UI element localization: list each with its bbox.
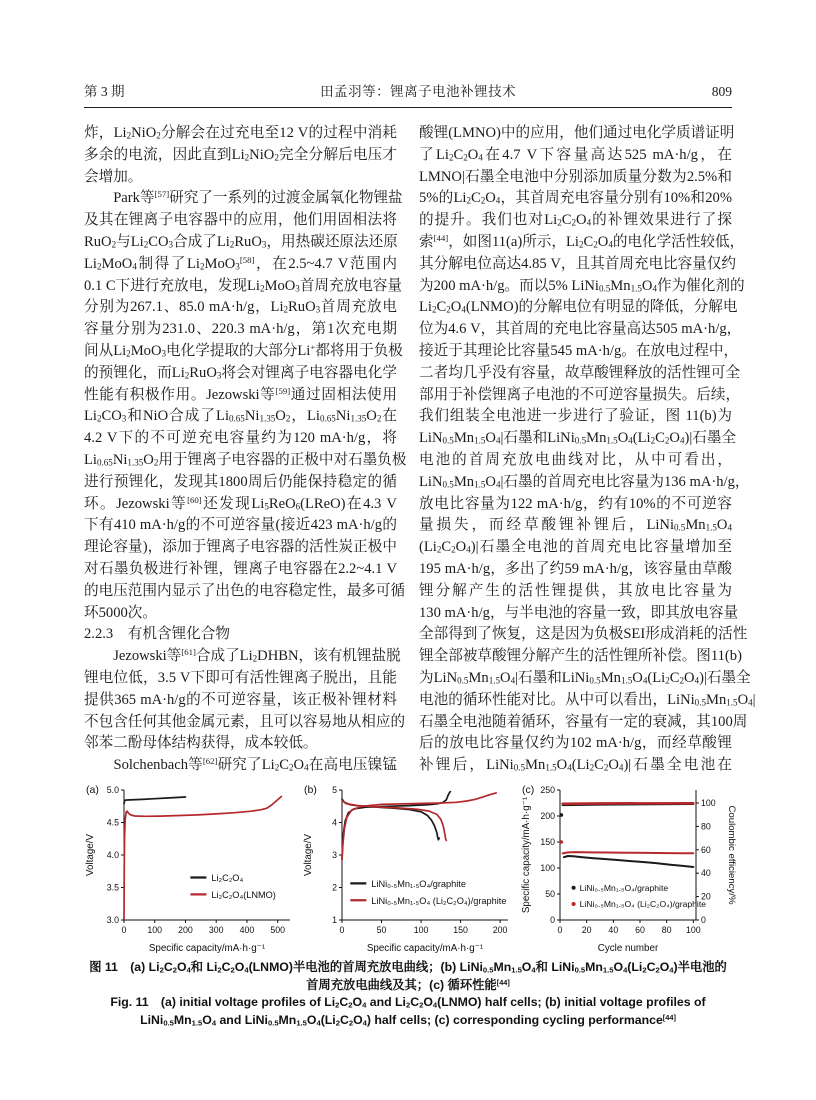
legend-label: LiNi₀.₅Mn₁.₅O₄ (Li₂C₂O₄)/graphite [579,899,707,909]
text-line: 间从$Li_2MoO_3$电化学提取的大部分Li+都将用于负极 [84,342,403,359]
chart-c-cycling-performance [520,782,737,954]
legend-label: LiNi₀.₅Mn₁.₅O₄ (Li₂C₂O₄)/graphite [371,895,507,906]
caption-zh-line2: 首周充放电曲线及其；(c) 循环性能[44] [306,977,510,992]
text-line: 对石墨负极进行补锂，锂离子电容器在2.2~4.1 V [84,560,397,577]
text-line: 为$LiN_{0.5}Mn_{1.5}O_4|$石墨和$LiNi_{0.5}Mn_{1.5}O_4(Li_2C_2O_4)|$石墨全 [419,669,751,686]
series-line [563,803,694,804]
x-tick-label: 100 [413,925,429,935]
data-point [560,840,564,844]
figure-caption [84,959,732,1029]
text-line: 石墨全电池随着循环，容量有一定的衰减，其100周 [419,713,748,730]
y2-tick-label: 100 [701,797,716,808]
y-tick-label: 50 [545,889,555,899]
x-tick-label: 0 [121,925,127,935]
y2-tick-label: 40 [701,868,711,879]
caption-en-line2: $LiNi_{0.5}Mn_{1.5}O_4$ and $LiNi_{0.5}Mn_{1.5}O_4(Li_2C_2O_4)$ half cells; (c) corresponding cycling performance[44] [140,1012,676,1027]
series-line [124,797,281,919]
series-line [564,856,693,867]
caption-en-line1: Fig. 11 (a) initial voltage profiles of $Li_2C_2O_4$ and $Li_2C_2O_4(LNMO)$ half cells; (b) initial voltage profiles of [110,995,706,1010]
text-line: $LiN_{0.5}Mn_{1.5}O_4|$石墨的首周充电比容量为136 mA·h/g， [419,473,750,490]
issue-label: 第 3 期 [84,84,125,99]
figure-11 [84,782,737,1029]
text-line: 多余的电流，因此直到$Li_2NiO_2$完全分解后电压才 [84,146,397,163]
y2-tick-label: 60 [701,844,711,855]
y-tick-label: 0 [550,915,555,925]
text-line: LMNO|石墨全电池中分别添加质量分数为2.5%和 [419,168,732,185]
panel-label: (c) [522,784,535,796]
legend-label: LiNi₀.₅Mn₁.₅O₄/graphite [371,878,466,889]
figure-panels [84,782,737,954]
text-line: 二者均几乎没有容量，故草酸锂释放的活性锂可全 [419,364,741,381]
text-line: 电池的首周充放电曲线对比，从中可看出， [419,451,732,468]
y-tick-label: 200 [540,811,555,821]
x-tick-label: 100 [685,925,701,935]
text-line: 部用于补偿锂离子电池的不可逆容量损失。后续， [419,386,741,403]
text-line: RuO$_2$与$Li_2CO_3$合成了$Li_2RuO_3$，用热碳还原法还原 [84,233,398,250]
text-line: 理论容量)，添加于锂离子电容器的活性炭正极中 [84,539,397,556]
text-line: 及其在锂离子电容器中的应用，他们用固相法将 [84,212,397,229]
text-line: $Li_2C_2O_4(LNMO)$的分解电位有明显的降低，分解电 [419,299,738,316]
y-tick-label: 5 [332,785,337,795]
text-line: 后的放电比容量仅约为102 mA·h/g，而经草酸锂 [419,735,732,752]
section-heading: 2.2.3 有机含锂化合物 [84,626,230,643]
text-line: 我们组装全电池进一步进行了验证，图 11(b)为 [419,408,732,425]
y2-tick-label: 80 [701,821,711,832]
text-line: 0.1 C下进行充放电，发现$Li_2MoO_3$首周充放电容量 [84,277,402,294]
text-line: 锂分解产生的活性锂提供，其放电比容量为 [419,582,732,599]
y-tick-label: 3 [332,850,337,860]
y-tick-label: 150 [540,837,555,847]
text-line: 环5000次。 [84,604,157,621]
text-line: 提供365 mA·h/g的不可逆容量，该正极补锂材料 [84,691,397,708]
series-line [124,797,186,804]
running-header [84,80,732,108]
x-tick-label: 60 [635,925,645,935]
x-axis-label: Specific capacity/mA·h·g⁻¹ [366,943,484,954]
text-line: 的电压范围内显示了出色的电容稳定性，最多可循 [84,582,406,599]
x-tick-label: 0 [557,925,563,935]
text-line: 炸，$Li_2NiO_2$分解会在过充电至12 V的过程中消耗 [84,125,397,141]
text-line: Jezowski等[61]合成了$Li_2DHBN$，该有机锂盐脱 [84,647,401,665]
text-line: 进行预锂化，发现其1800周后仍能保持稳定的循 [84,473,397,490]
text-line: 接近于其理论比容量545 mA·h/g。在放电过程中， [419,342,739,359]
text-line: 的预锂化，而$Li_2RuO_3$将会对锂离子电容器电化学 [84,364,397,381]
text-line: 195 mA·h/g，多出了约59 mA·h/g，该容量由草酸 [419,560,732,577]
left-column [84,123,407,777]
text-line: 邻苯二酚母体结构获得，成本较低。 [84,735,318,752]
text-line: $Li_2CO_3$和NiO合成了$Li_{0.65}Ni_{1.35}O_2$，$Li_{0.65}Ni_{1.35}O_2$在 [84,408,397,425]
series-line [563,852,694,853]
chart-b-full-cell-voltage-profiles [302,782,520,954]
y-tick-label: 4.5 [106,817,119,828]
series-line [342,793,496,860]
text-line: 容量分别为231.0、220.3 mA·h/g，第1次充电期 [84,321,397,338]
x-tick-label: 200 [178,925,193,935]
legend-label: Li₂C₂O₄ [211,873,244,883]
text-line: 全部得到了恢复，这是因为负极SEI形成消耗的活性 [419,626,748,643]
y-tick-label: 1 [332,915,337,925]
y-tick-label: 250 [540,785,555,795]
text-line: 5%的$Li_2C_2O_4$，其首周充电容量分别有10%和20% [419,190,732,207]
x-tick-label: 400 [239,925,255,935]
text-line: $Li_2MoO_4$制得了$Li_2MoO_3[58]$，在2.5~4.7 V范围内 [84,254,397,272]
text-line: 索[44]，如图11(a)所示，$Li_2C_2O_4$的电化学活性较低， [419,233,745,250]
text-line: $Li_{0.65}Ni_{1.35}O_2$用于锂离子电容器的正极中对石墨负极 [84,451,407,468]
y-tick-label: 2 [332,882,337,893]
legend-marker [572,902,576,906]
text-line: 电池的循环性能对比。从中可以看出，$LiNi_{0.5}Mn_{1.5}O_4|$ [419,691,756,708]
x-tick-label: 20 [581,925,592,935]
body-columns [84,123,756,777]
x-tick-label: 200 [492,925,508,935]
text-line: 了$Li_2C_2O_4$在4.7 V下容量高达525 mA·h/g，在 [419,146,732,163]
page-number: 809 [711,84,732,99]
x-tick-label: 0 [339,925,345,935]
x-tick-label: 150 [453,925,468,935]
text-line: 酸锂(LMNO)中的应用，他们通过电化学质谱证明 [419,125,735,141]
y-tick-label: 4 [332,817,337,828]
text-line: 下有410 mA·h/g的不可逆容量(接近423 mA·h/g的 [84,517,397,534]
text-line: 补锂后，$LiNi_{0.5}Mn_{1.5}O_4(Li_2C_2O_4)|$石墨全电池在 [419,757,732,774]
y-axis-label: Voltage/V [85,834,96,876]
text-line: 为200 mA·h/g。而以5% $LiNi_{0.5}Mn_{1.5}O_4$作为催化剂的 [419,277,745,294]
text-line: 锂全部被草酸锂分解产生的活性锂所补偿。图11(b) [419,648,742,665]
page-content [84,80,756,1027]
text-line: $LiN_{0.5}Mn_{1.5}O_4|$石墨和$LiNi_{0.5}Mn_{1.5}O_4(Li_2C_2O_4)|$石墨全 [419,430,737,447]
right-column [419,123,756,777]
chart-a-half-cell-voltage-profiles [84,782,302,954]
panel-label: (a) [86,784,99,796]
caption-zh-line1: 图 11 (a) $Li_2C_2O_4$和 $Li_2C_2O_4(LNMO)$半电池的首周充放电曲线；(b) $LiNi_{0.5}Mn_{1.5}O_4$和 $LiNi_{0.5}Mn_{1.5}O_4(Li_2C_2O_4)$半电池的 [89,960,727,975]
y-axis-label: Specific capacity/mA·h·g⁻¹ [521,796,532,914]
x-tick-label: 40 [608,925,619,935]
text-line: 量损失，而经草酸锂补锂后，$LiNi_{0.5}Mn_{1.5}O_4$ [419,517,732,534]
running-title: 田孟羽等：锂离子电池补锂技术 [320,84,517,99]
x-axis-label: Cycle number [597,943,659,954]
x-tick-label: 50 [376,925,387,935]
y2-tick-label: 20 [701,891,711,902]
y-tick-label: 4.0 [106,850,119,860]
text-line: 的提升。我们也对$Li_2C_2O_4$的补锂效果进行了探 [419,212,732,229]
y-axis-label: Voltage/V [303,834,314,876]
x-axis-label: Specific capacity/mA·h·g⁻¹ [148,943,266,954]
y-tick-label: 3.0 [106,915,119,925]
legend-label: Li₂C₂O₄(LNMO) [211,889,276,900]
legend-label: LiNi₀.₅Mn₁.₅O₄/graphite [579,882,669,893]
text-line: 性能有积极作用。Jezowski等[59]通过固相法使用 [84,385,397,403]
x-tick-label: 500 [270,925,286,935]
text-line: $(Li_2C_2O_4)|$石墨全电池的首周充电比容量增加至 [419,539,732,556]
text-line: 130 mA·h/g，与半电池的容量一致，即其放电容量 [419,604,739,621]
x-tick-label: 100 [147,925,163,935]
text-line: Park等[57]研究了一系列的过渡金属氧化物锂盐 [84,189,403,207]
text-line: 4.2 V下的不可逆充电容量约为120 mA·h/g，将 [84,430,397,447]
text-line: 分别为267.1、85.0 mA·h/g，$Li_2RuO_3$首周充放电 [84,299,397,316]
text-line: Solchenbach等[62]研究了$Li_2C_2O_4$在高电压镍锰 [84,756,397,774]
text-line: 放电比容量为122 mA·h/g，约有10%的不可逆容 [419,495,732,512]
text-line: 位为4.6 V，其首周的充电比容量高达505 mA·h/g， [419,321,742,338]
text-line: 会增加。 [84,168,143,185]
data-point [560,813,564,817]
text-line: 环。Jezowski等[60]还发现$Li_5ReO_6(LReO)$在4.3 V [84,494,397,512]
text-line: 锂电位低，3.5 V下即可有活性锂离子脱出，且能 [84,669,397,686]
x-tick-label: 80 [661,925,672,935]
y-tick-label: 100 [540,863,555,873]
text-line: 不包含任何其他金属元素，且可以容易地从相应的 [84,713,406,730]
y2-tick-label: 0 [701,915,706,925]
text-line: 其分解电位高达4.85 V，且其首周充电比容量仅约 [419,255,737,272]
y-tick-label: 3.5 [106,882,119,893]
legend-marker [572,886,576,890]
y-tick-label: 5.0 [106,785,119,795]
panel-label: (b) [304,784,317,796]
y2-axis-label: Coulombic efficiency/% [726,805,737,905]
x-tick-label: 300 [208,925,224,935]
